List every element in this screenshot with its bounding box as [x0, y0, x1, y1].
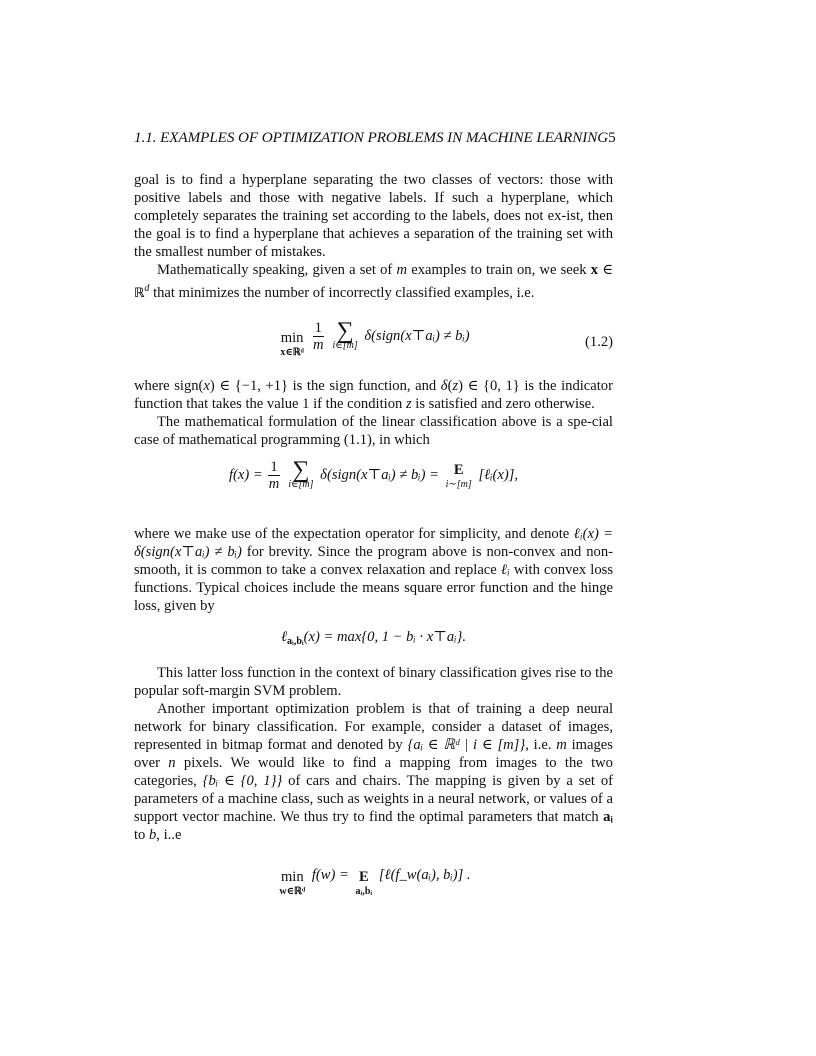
running-header [134, 129, 656, 147]
paragraph-3: where sign(x) ∈ {−1, +1} is the sign function, and δ(z) ∈ {0, 1} is the indicator function that takes the value 1 if the condition z is satisfied and zero otherwise. [134, 377, 613, 412]
paragraph-1: goal is to find a hyperplane separating the two classes of vectors: those with positive labels and those with negative labels. If such a hyperplane, which completely separates the training set according to the labels, does not ex-ist, then the goal is to find a hyperplane that achieves a separation of the training set with the smallest number of mistakes. [134, 172, 613, 261]
body-text [134, 171, 614, 898]
paragraph-5: where we make use of the expectation operator for simplicity, and denote ℓᵢ(x) = δ(sign(x⊤aᵢ) ≠ bᵢ) for brevity. Since the program above is non-convex and non-smooth, it is common to take a convex relaxation and replace ℓᵢ with convex loss functions. Typical choices include the means square error function and the hinge loss, given by [134, 526, 613, 615]
paragraph-2: Mathematically speaking, given a set of m examples to train on, we seek x ∈ ℝ$^d$ that minimizes the number of incorrectly classified examples, i.e. [134, 262, 614, 301]
equation-f: f(x) = $\frac{1}{m}$ ∑ i∈[m] δ(sign(x⊤aᵢ) ≠ bᵢ) = E i∼[m] [ℓᵢ(x)], [228, 457, 519, 493]
equation-tag: (1.2) [585, 333, 613, 350]
paragraph-6: This latter loss function in the context of binary classification gives rise to the popular soft-margin SVM problem. [134, 664, 613, 699]
paragraph-7: Another important optimization problem is that of training a deep neural network for binary classification. For example, consider a dataset of images, represented in bitmap format and denoted by {aᵢ ∈ ℝᵈ | i ∈ [m]}, i.e. m images over n pixels. We would like to find a mapping from images to the two categories, {bᵢ ∈ {0, 1}} of cars and chairs. The mapping is given by a set of parameters of a machine class, such as weights in a neural network, or values of a support vector machine. We thus try to find the optimal parameters that match aᵢ to b, i..e [134, 700, 613, 844]
header-title: 1.1. EXAMPLES OF OPTIMIZATION PROBLEMS IN MACHINE LEARNING [134, 129, 609, 146]
equation-hinge: ℓ$_{aᵢ,bᵢ}$(x) = max{0, 1 − bᵢ · x⊤aᵢ}. [280, 628, 467, 647]
page-number: 5 [608, 129, 616, 146]
paragraph-4: The mathematical formulation of the linear classification above is a spe-cial case of mathematical programming (1.1), in which [134, 413, 613, 448]
equation-dnn: min w∈ℝᵈ f(w) = E aᵢ,bᵢ [ℓ(f_w(aᵢ), bᵢ)] . [279, 867, 471, 898]
equation-1-2: min x∈ℝᵈ $\frac{1}{m}$ ∑ i∈[m] δ(sign(x⊤aᵢ) ≠ bᵢ) (1.2) [280, 317, 613, 358]
